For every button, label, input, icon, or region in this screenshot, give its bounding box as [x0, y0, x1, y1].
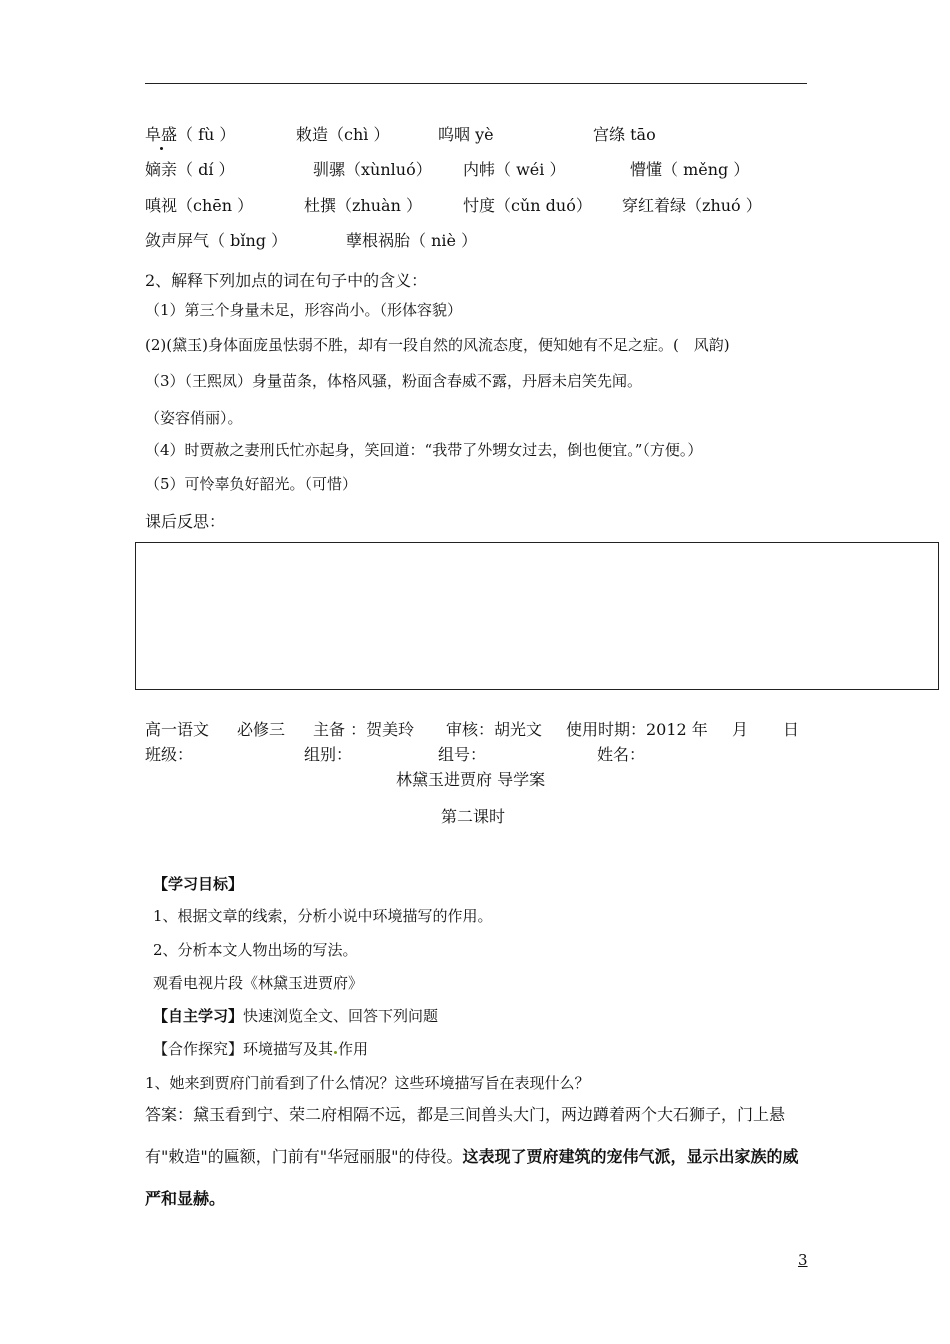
explore-tag: 【合作探究】 — [153, 1040, 244, 1058]
class-label: 班级： — [145, 745, 194, 764]
goal-item: 2、分析本文人物出场的写法。 — [153, 941, 358, 959]
pinyin-item: 懵懂（ měng ） — [630, 160, 750, 179]
watch-line: 观看电视片段《林黛玉进贾府》 — [153, 974, 364, 992]
answer-block — [145, 1094, 810, 1220]
explain-item: （3）（王熙凤）身量苗条，体格风骚，粉面含春威不露，丹唇未启笑先闻。 — [145, 372, 643, 390]
explore-line: 【合作探究】环境描写及其 作用 — [153, 1040, 369, 1058]
month: 月 — [732, 720, 749, 739]
pinyin-item: 宫绦 tāo — [593, 125, 656, 144]
volume: 必修三 — [237, 720, 286, 739]
explain-item: （5）可怜辜负好韶光。（可惜） — [145, 475, 358, 493]
pinyin-item: 呜咽 yè — [438, 125, 494, 144]
pinyin-item: 驯骡（xùnluó） — [313, 160, 432, 179]
question-1: 1、她来到贾府门前看到了什么情况？这些环境描写旨在表现什么？ — [145, 1074, 590, 1092]
self-study-text: 快速浏览全文、回答下列问题 — [243, 1007, 439, 1025]
period: 使用时期：2012 年 — [566, 720, 708, 739]
reflection-box[interactable] — [135, 542, 939, 690]
pinyin-item: 阜盛（ fù ） — [145, 125, 236, 144]
self-study-line — [153, 1006, 438, 1026]
pinyin-item: 杜撰（zhuàn ） — [304, 196, 422, 215]
self-study-tag: 【自主学习】 — [153, 1007, 244, 1025]
reviewer: 审核：胡光文 — [446, 720, 543, 739]
pinyin-item: 嫡亲（ dí ） — [145, 160, 235, 179]
lesson-label: 第二课时 — [441, 807, 506, 826]
pinyin-item: 敛声屏气（ bǐng ） — [145, 231, 288, 250]
explain-item: （1）第三个身量未足，形容尚小。（形体容貌） — [145, 301, 463, 319]
explain-item: (2)(黛玉)身体面庞虽怯弱不胜，却有一段自然的风流态度，便知她有不足之症。( 风韵) — [145, 336, 730, 354]
explain-heading: 2、解释下列加点的词在句子中的含义： — [145, 271, 428, 290]
pinyin-item: 敕造（chì ） — [296, 125, 390, 144]
answer-emphasis: 这表现了贾府建筑的宠伟气派，显示出家族的威严和显赫。 — [145, 1147, 799, 1208]
group-label: 组别： — [304, 745, 353, 764]
marker-dot — [334, 1051, 337, 1054]
pinyin-item: 孽根祸胎（ niè ） — [346, 231, 478, 250]
page-number: 3 — [798, 1251, 808, 1269]
name-label: 姓名： — [597, 745, 646, 764]
explain-item: （4）时贾赦之妻刑氏忙亦起身，笑回道：“我带了外甥女过去，倒也便宜。”（方便。） — [145, 441, 703, 459]
day: 日 — [783, 720, 800, 739]
pinyin-item: 内帏（ wéi ） — [463, 160, 566, 179]
pinyin-item: 嗔视（chēn ） — [145, 196, 254, 215]
answer-text: 答案：黛玉看到宁、荣二府相隔不远，都是三间兽头大门，两边蹲着两个大石狮子，门上悬有"敕造"的匾额，门前有"华冠丽服"的侍役。 — [145, 1105, 786, 1166]
author: 主备 ：贺美玲 — [313, 720, 415, 739]
group-no-label: 组号： — [438, 745, 487, 764]
goal-item: 1、根据文章的线索，分析小说中环境描写的作用。 — [153, 907, 493, 925]
explain-item: （姿容俏丽）。 — [145, 409, 243, 427]
pinyin-item: 忖度（cǔn duó） — [463, 196, 592, 215]
goals-heading: 【学习目标】 — [153, 875, 244, 893]
doc-title: 林黛玉进贾府 导学案 — [396, 770, 546, 789]
pinyin-item: 穿红着绿（zhuó ） — [622, 196, 762, 215]
top-rule — [145, 83, 807, 84]
reflection-label: 课后反思： — [145, 512, 226, 531]
subject: 高一语文 — [145, 720, 210, 739]
